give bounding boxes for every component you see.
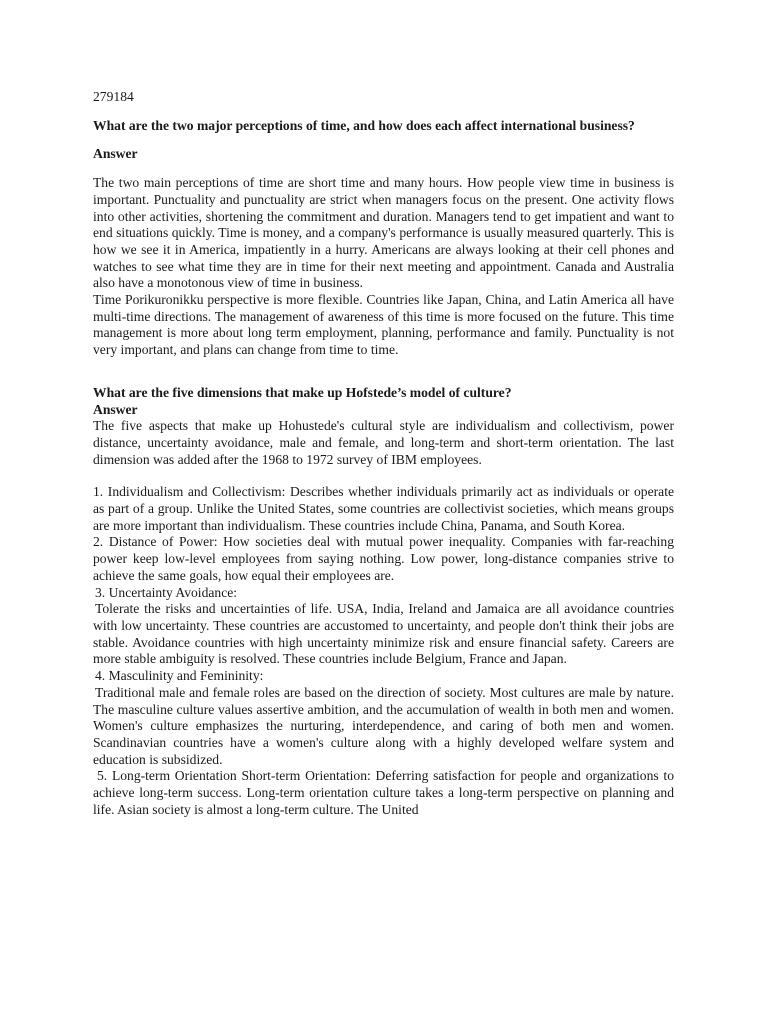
dimension-item-4-body: Traditional male and female roles are based on the direction of society. Most cultures are male by nature. The masculine culture values assertive ambition, and the accumulation of wealth in both men and women. Women's culture emphasizes the nurturing, interdependence, and caring of both men and women. Scandinavian countries have a women's culture along with a highly developed welfare system and education is subsidized.: [93, 684, 674, 767]
question-1: What are the two major perceptions of time, and how does each affect international business?: [93, 117, 635, 133]
answer-2-intro: The five aspects that make up Hohustede's cultural style are individualism and collectivism, power distance, uncertainty avoidance, male and female, and long-term and short-term orientation. The last dimension was added after the 1968 to 1972 survey of IBM employees.: [93, 418, 674, 467]
dimension-item-2: 2. Distance of Power: How societies deal with mutual power inequality. Companies with far-reaching power keep low-level employees from saying nothing. Low power, long-distance companies strive to achieve the same goals, how equal their employees are.: [93, 534, 674, 583]
document-id: 279184: [93, 89, 134, 104]
answer-label-2: Answer: [93, 401, 138, 417]
dimension-item-5: 5. Long-term Orientation Short-term Orientation: Deferring satisfaction for people and organizations to achieve long-term success. Long-term orientation culture takes a long-term perspective on planning and life. Asian society is almost a long-term culture. The United: [93, 768, 674, 817]
dimension-item-1: 1. Individualism and Collectivism: Describes whether individuals primarily act as individuals or operate as part of a group. Unlike the United States, some countries are collectivist societies, which means groups are more important than individualism. These countries include China, Panama, and South Korea.: [93, 484, 674, 533]
question-2: What are the five dimensions that make up Hofstede’s model of culture?: [93, 384, 512, 400]
answer-1-paragraph-1: The two main perceptions of time are short time and many hours. How people view time in business is important. Punctuality and punctuality are strict when managers focus on the present. One activity flows into other activities, shortening the commitment and duration. Managers tend to get impatient and want to end situations quickly. Time is money, and a company's performance is usually measured quarterly. This is how we see it in America, impatiently in a hurry. Americans are always looking at their cell phones and watches to see what time they are in time for their next meeting and appointment. Canada and Australia also have a monotonous view of time in business.: [93, 175, 674, 291]
dimension-item-3-heading: 3. Uncertainty Avoidance:: [95, 584, 238, 600]
document-page: [93, 89, 674, 818]
paragraph-spacer: [93, 468, 674, 484]
section-spacer: [93, 359, 674, 385]
answer-1-paragraph-2: Time Porikuronikku perspective is more flexible. Countries like Japan, China, and Latin America all have multi-time directions. The management of awareness of this time is more focused on the future. This time management is more about long term employment, planning, performance and family. Punctuality is not very important, and plans can change from time to time.: [93, 292, 674, 358]
dimension-item-4-heading: 4. Masculinity and Femininity:: [95, 668, 264, 684]
dimension-item-3-body: Tolerate the risks and uncertainties of life. USA, India, Ireland and Jamaica are all avoidance countries with low uncertainty. These countries are accustomed to uncertainty, and people don't think their jobs are stable. Avoidance countries with high uncertainty minimize risk and ensure financial safety. Careers are more stable ambiguity is resolved. These countries include Belgium, France and Japan.: [93, 601, 674, 667]
answer-label-1: Answer: [93, 146, 138, 162]
